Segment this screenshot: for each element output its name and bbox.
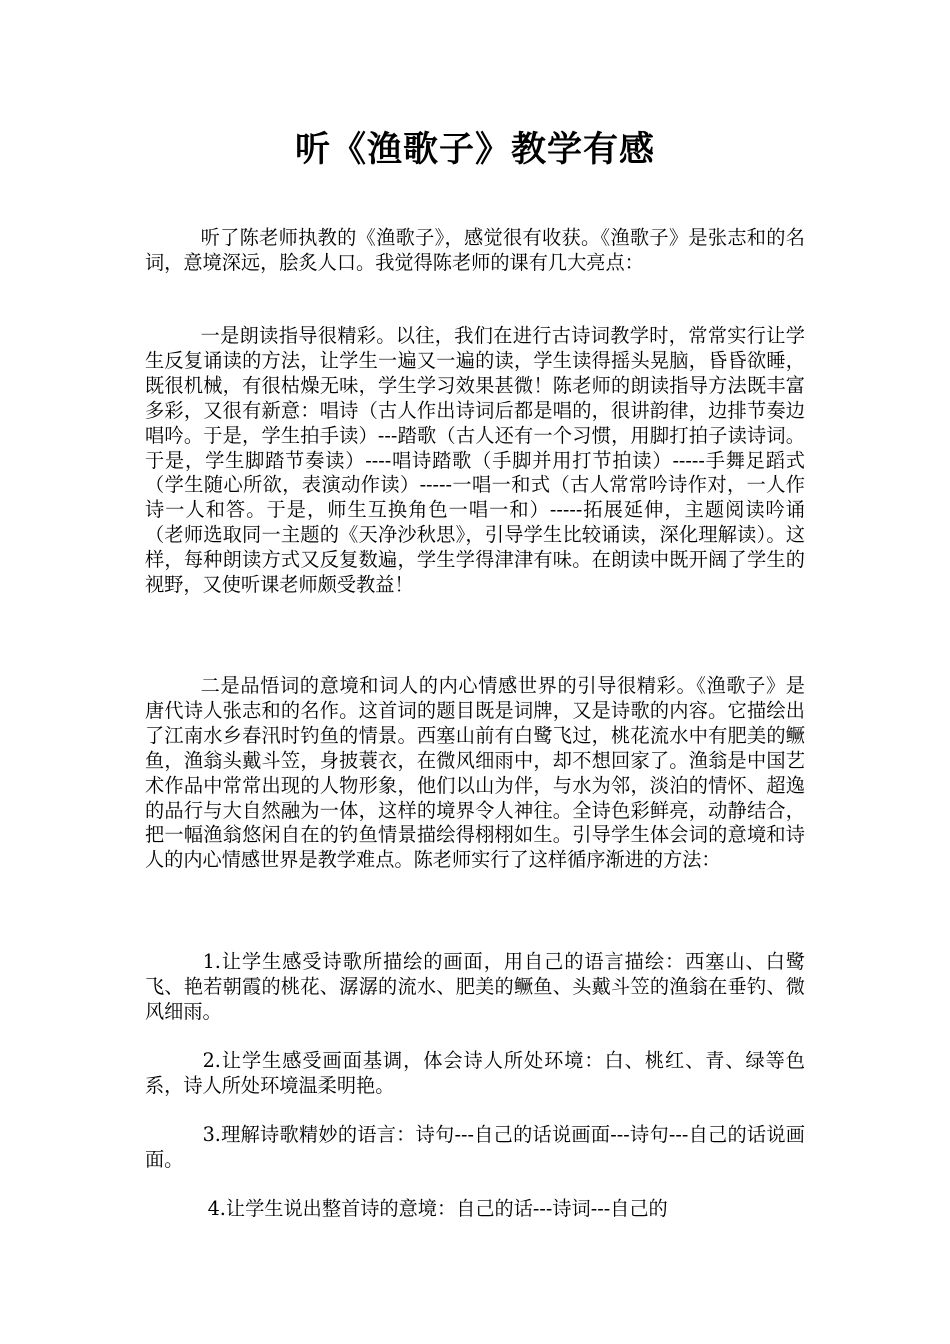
document-title: 听《渔歌子》教学有感 (294, 130, 655, 170)
list-item-step-3: 3.理解诗歌精妙的语言：诗句---自己的话说画面---诗句---自己的话说画面。 (145, 1123, 805, 1171)
list-item-step-2: 2.让学生感受画面基调，体会诗人所处环境：白、桃红、青、绿等色系，诗人所处环境温柔明艳。 (145, 1049, 805, 1097)
paragraph-reading-guidance: 一是朗读指导很精彩。以往，我们在进行古诗词教学时，常常实行让学生反复诵读的方法，让学生一遍又一遍的读，学生读得摇头晃脑，昏昏欲睡，既很机械，有很枯燥无味，学生学习效果甚微！陈老师的朗读指导方法既丰富多彩，又很有新意：唱诗（古人作出诗词后都是唱的，很讲韵律，边排节奏边唱吟。于是，学生拍手读）---踏歌（古人还有一个习惯，用脚打拍子读诗词。于是，学生脚踏节奏读）----唱诗踏歌（手脚并用打节拍读）-----手舞足蹈式（学生随心所欲，表演动作读）-----一唱一和式（古人常常吟诗作对，一人作诗一人和答。于是，师生互换角色一唱一和）-----拓展延伸，主题阅读吟诵（老师选取同一主题的《天净沙秋思》，引导学生比较诵读，深化理解读）。这样，每种朗读方式又反复数遍，学生学得津津有味。在朗读中既开阔了学生的视野，又使听课老师颇受教益！ (145, 324, 805, 597)
paragraph-intro: 听了陈老师执教的《渔歌子》，感觉很有收获。《渔歌子》是张志和的名词，意境深远，脍炙人口。我觉得陈老师的课有几大亮点： (145, 226, 805, 274)
list-item-step-1: 1.让学生感受诗歌所描绘的画面，用自己的语言描绘：西塞山、白鹭飞、艳若朝霞的桃花、潺潺的流水、肥美的鳜鱼、头戴斗笠的渔翁在垂钓、微风细雨。 (145, 950, 805, 1023)
list-item-step-4: 4.让学生说出整首诗的意境：自己的话---诗词---自己的 (207, 1197, 668, 1220)
paragraph-artistic-conception: 二是品悟词的意境和词人的内心情感世界的引导很精彩。《渔歌子》是唐代诗人张志和的名作。这首词的题目既是词牌，又是诗歌的内容。它描绘出了江南水乡春汛时钓鱼的情景。西塞山前有白鹭飞过，桃花流水中有肥美的鳜鱼，渔翁头戴斗笠，身披蓑衣，在微风细雨中，却不想回家了。渔翁是中国艺术作品中常常出现的人物形象，他们以山为伴，与水为邻，淡泊的情怀、超逸的品行与大自然融为一体，这样的境界令人神往。全诗色彩鲜亮，动静结合，把一幅渔翁悠闲自在的钓鱼情景描绘得栩栩如生。引导学生体会词的意境和诗人的内心情感世界是教学难点。陈老师实行了这样循序渐进的方法： (145, 674, 805, 872)
